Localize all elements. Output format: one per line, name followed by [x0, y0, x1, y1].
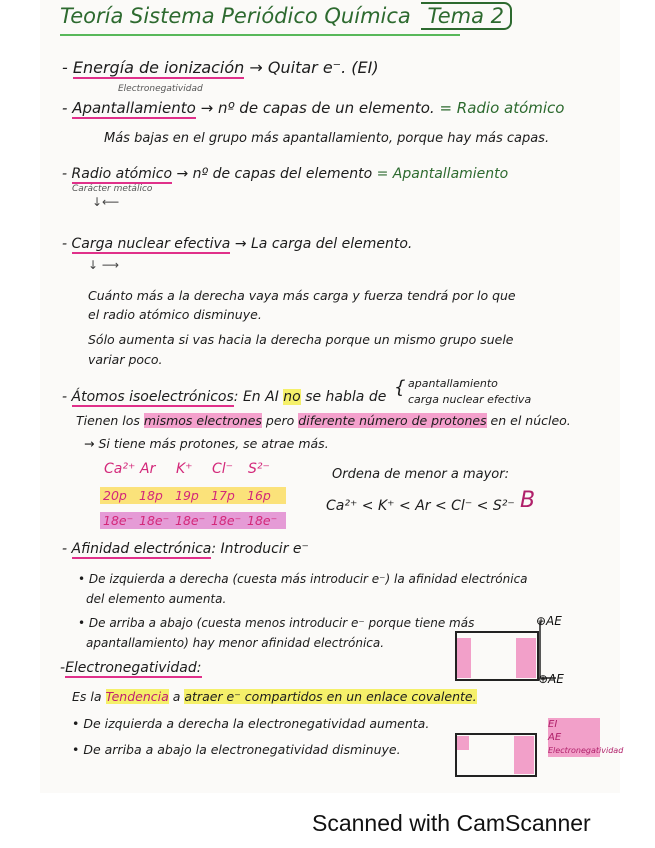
radius-term: Radio atómico: [71, 166, 173, 182]
electron-item: 18e⁻: [211, 513, 242, 528]
electron-item: 18e⁻: [175, 513, 206, 528]
radius-line: - Radio atómico → nº de capas del elemento = Apantallamiento: [62, 166, 509, 182]
brace-item-1: apantallamiento: [408, 377, 498, 390]
screening-def: → nº de capas de un elemento.: [200, 99, 435, 117]
electrons-row: [100, 512, 286, 529]
iso-line: - Átomos isoelectrónicos: En AI no se habla de: [62, 389, 387, 405]
affinity-line: - Afinidad electrónica: Introducir e⁻: [62, 541, 309, 557]
screening-line: - Apantallamiento → nº de capas de un elemento. = Radio atómico: [62, 99, 565, 117]
iso-term: Átomos isoelectrónicos: [71, 389, 234, 405]
ionization-line: - Energía de ionización → Quitar e⁻. (EI): [62, 58, 379, 77]
electron-item: 18e⁻: [139, 513, 170, 528]
electron-item: 18e⁻: [103, 513, 134, 528]
electroneg-periodic-diagram: [452, 724, 552, 784]
electroneg-b2: • De arriba a abajo la electronegatividad disminuye.: [72, 742, 401, 757]
affinity-b2b: apantallamiento) hay menor afinidad electrónica.: [86, 636, 385, 650]
ae-up-label: ⊕AE: [536, 614, 562, 628]
proton-item: 16p: [247, 488, 271, 503]
diagram-fill-right: [516, 638, 536, 678]
iso-mismos: mismos electrones: [143, 413, 262, 428]
title-text: Teoría Sistema Periódico Química: [60, 4, 411, 28]
iso-line2: [76, 413, 571, 428]
proton-item: 19p: [175, 488, 199, 503]
charge-line3: Sólo aumenta si vas hacia la derecha porque un mismo grupo suele: [88, 332, 514, 347]
electroneg-note: Electronegatividad: [118, 84, 203, 94]
charge-line4: variar poco.: [88, 352, 163, 367]
iso-line-a: : En AI: [233, 389, 284, 405]
affinity-periodic-diagram: [448, 612, 588, 692]
radius-def: → nº de capas del elemento: [176, 166, 373, 182]
species-item: K⁺: [176, 461, 193, 477]
radius-eq: = Apantallamiento: [376, 166, 509, 182]
proton-item: 20p: [103, 488, 127, 503]
electroneg-def-b: a: [168, 689, 185, 704]
iso-no: no: [283, 389, 301, 405]
iso-diferente: diferente número de protones: [298, 413, 487, 428]
species-item: S²⁻: [248, 461, 270, 477]
right-arrow-icon: ↓ ⟶: [88, 258, 120, 272]
brace-item-2: carga nuclear efectiva: [408, 393, 532, 406]
iso-line2-c: en el núcleo.: [486, 413, 571, 428]
electroneg-line: -Electronegatividad:: [60, 660, 202, 676]
charge-line2: el radio atómico disminuye.: [88, 307, 262, 322]
electron-item: 18e⁻: [247, 513, 278, 528]
legend-box: [548, 718, 624, 757]
iso-line2-b: pero: [261, 413, 299, 428]
legend-ae: AE: [548, 732, 562, 743]
electroneg-def-a: Es la: [72, 689, 106, 704]
ionization-term: Energía de ionización: [72, 58, 245, 77]
ionization-def: → Quitar e⁻. (EI): [249, 58, 379, 77]
affinity-b1b: del elemento aumenta.: [86, 592, 227, 606]
affinity-b2a: • De arriba a abajo (cuesta menos introducir e⁻ porque tiene más: [78, 616, 475, 630]
species-item: Ca²⁺: [104, 461, 136, 477]
charge-line: - Carga nuclear efectiva → La carga del elemento.: [62, 236, 413, 252]
iso-line3: → Si tiene más protones, se atrae más.: [84, 436, 329, 451]
electroneg-tendencia: Tendencia: [105, 689, 169, 704]
electroneg-atraer: atraer e⁻ compartidos en un enlace covalente.: [184, 689, 477, 704]
screening-term: Apantallamiento: [72, 99, 196, 117]
affinity-term: Afinidad electrónica: [71, 541, 212, 557]
diagram-fill-left: [457, 638, 471, 678]
order-result: Ca²⁺ < K⁺ < Ar < Cl⁻ < S²⁻: [326, 498, 515, 514]
footer-text: Scanned with CamScanner: [312, 810, 591, 836]
legend-ei: EI: [548, 719, 558, 730]
electroneg-term: Electronegatividad:: [65, 660, 202, 676]
affinity-b1a: • De izquierda a derecha (cuesta más introducir e⁻) la afinidad electrónica: [78, 572, 528, 586]
charge-def: → La carga del elemento.: [234, 236, 413, 252]
ae-right-label: ⊕AE: [538, 672, 564, 686]
screening-eq: = Radio atómico: [439, 99, 565, 117]
diagram-fill-corner: [457, 736, 469, 750]
diagram-fill-right: [514, 736, 534, 774]
legend-electroneg: Electronegatividad: [548, 746, 624, 755]
electroneg-b1: • De izquierda a derecha la electronegatividad aumenta.: [72, 716, 430, 731]
charge-term: Carga nuclear efectiva: [71, 236, 231, 252]
protons-row: [100, 487, 286, 504]
species-item: Cl⁻: [212, 461, 234, 477]
charge-line1: Cuánto más a la derecha vaya más carga y fuerza tendrá por lo que: [88, 288, 516, 303]
screening-note: Más bajas en el grupo más apantallamiento, porque hay más capas.: [104, 131, 550, 146]
title-underline: [60, 34, 460, 36]
page-title: [60, 4, 512, 28]
electroneg-def: [72, 689, 477, 704]
species-item: Ar: [140, 461, 156, 477]
down-arrow-icon: ↓⟵: [92, 195, 120, 209]
scanner-footer: [0, 800, 655, 848]
radius-note: Carácter metálico: [72, 184, 153, 194]
brace-icon: {: [394, 377, 406, 398]
iso-line-b: se habla de: [300, 389, 387, 405]
order-label: Ordena de menor a mayor:: [332, 467, 509, 482]
answer-mark: B: [520, 488, 536, 513]
title-tag: Tema 2: [421, 2, 512, 30]
affinity-def: : Introducir e⁻: [211, 541, 309, 557]
species-row: [104, 461, 284, 477]
proton-item: 18p: [139, 488, 163, 503]
proton-item: 17p: [211, 488, 235, 503]
iso-line2-a: Tienen los: [76, 413, 144, 428]
